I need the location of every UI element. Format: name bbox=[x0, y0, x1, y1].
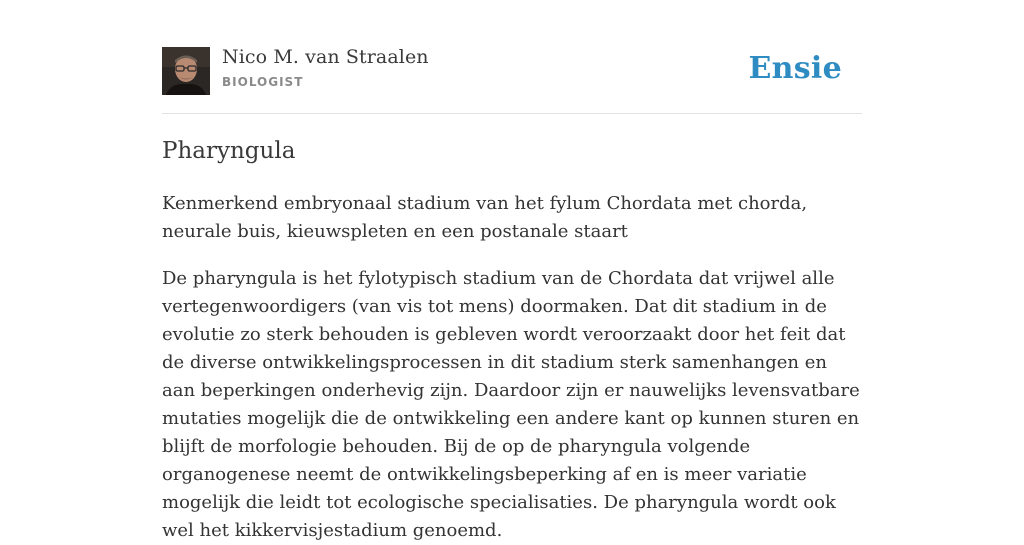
article-body: De pharyngula is het fylotypisch stadium van de Chordata dat vrijwel alle vertegenwoordigers (van vis tot mens) doormaken. Dat dit stadium in de evolutie zo sterk behouden is gebleven wordt veroorzaakt door het feit dat de diverse ontwikkelingsprocessen in dit stadium sterk samenhangen en aan beperkingen onderhevig zijn. Daardoor zijn er nauwelijks levensvatbare mutaties mogelijk die de ontwikkeling een andere kant op kunnen sturen en blijft de morfologie behouden. Bij de op de pharyngula volgende organogenese neemt de ontwikkelingsbeperking af en is meer variatie mogelijk die leidt tot ecologische specialisaties. De pharyngula wordt ook wel het kikkervisjestadium genoemd. bbox=[162, 268, 860, 541]
article-summary: Kenmerkend embryonaal stadium van het fylum Chordata met chorda, neurale buis, kieuwspleten en een postanale staart bbox=[162, 193, 808, 242]
author-name[interactable]: Nico M. van Straalen bbox=[222, 46, 429, 68]
author-role: BIOLOGIST bbox=[222, 75, 304, 89]
header bbox=[162, 0, 862, 114]
avatar[interactable] bbox=[162, 47, 210, 95]
page bbox=[162, 0, 862, 541]
brand-logo[interactable]: Ensie bbox=[748, 51, 842, 86]
article-title: Pharyngula bbox=[162, 138, 296, 164]
portrait-icon bbox=[162, 47, 210, 95]
